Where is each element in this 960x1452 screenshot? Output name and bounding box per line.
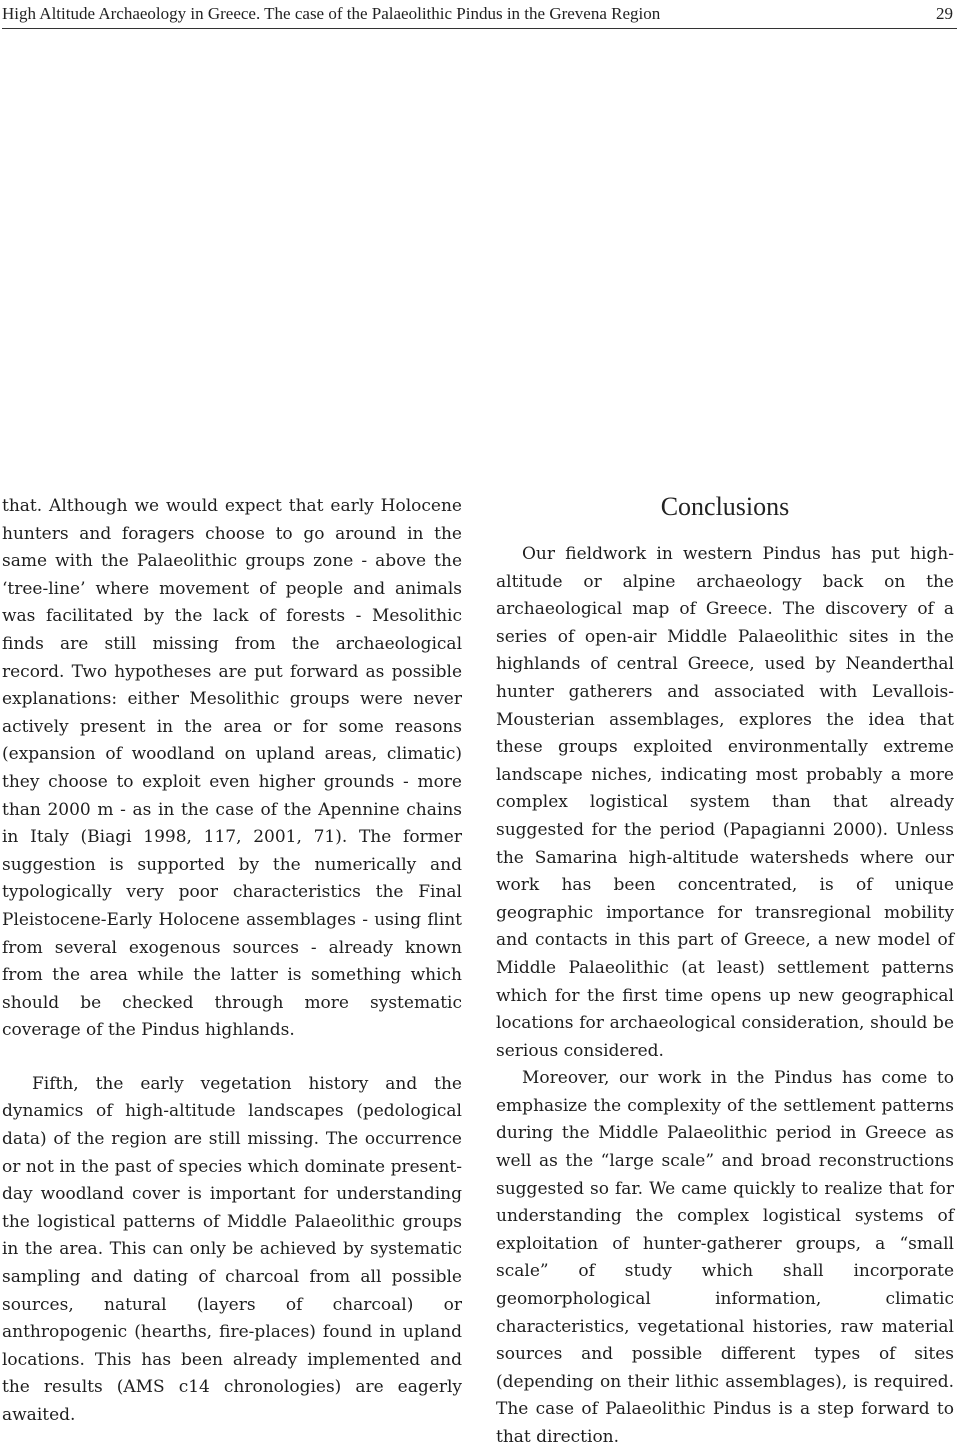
body-paragraph: Fifth, the early vegetation history and the dynamics of high-altitude landscapes (pedological data) of the region are still missing. The occurrence or not in the past of species which dominate present-day woodland cover is important for understanding the logistical patterns of Middle Palaeolithic groups in the area. This can only be achieved by systematic sampling and dating of charcoal from all possible sources, natural (layers of charcoal) or anthropogenic (hearths, fire-places) found in upland locations. This has been already implemented and the results (AMS c14 chronologies) are eagerly awaited. xyxy=(2,1073,462,1425)
right-column xyxy=(496,493,954,1452)
running-title: High Altitude Archaeology in Greece. The case of the Palaeolithic Pindus in the Grevena Region xyxy=(2,4,661,23)
body-paragraph: Our fieldwork in western Pindus has put high-altitude or alpine archaeology back on the archaeological map of Greece. The discovery of a series of open-air Middle Palaeolithic sites in the highlands of central Greece, used by Neanderthal hunter gatherers and associated with Levallois-Mousterian assemblages, explores the idea that these groups exploited environmentally extreme landscape niches, indicating most probably a more complex logistical system than that already suggested for the period (Papagianni 2000). Unless the Samarina high-altitude watersheds where our work has been concentrated, is of unique geographic importance for transregional mobility and contacts in this part of Greece, a new model of Middle Palaeolithic (at least) settlement patterns which for the first time opens up new geographical locations for archaeological consideration, should be serious considered. xyxy=(496,544,954,1061)
section-heading-conclusions: Conclusions xyxy=(660,492,790,521)
running-header xyxy=(2,2,957,29)
left-column xyxy=(2,493,462,1430)
body-paragraph: Moreover, our work in the Pindus has come to emphasize the complexity of the settlement patterns during the Middle Palaeolithic period in Greece as well as the “large scale” and broad reconstructions suggested so far. We came quickly to realize that for understanding the complex logistical systems of exploitation of hunter-gatherer groups, a “small scale” of study which shall incorporate geomorphological information, climatic characteristics, vegetational histories, raw material sources and possible different types of sites (depending on their lithic assemblages), is required. The case of Palaeolithic Pindus is a step forward to that direction. xyxy=(496,1068,954,1447)
page-number: 29 xyxy=(936,4,953,23)
body-paragraph: that. Although we would expect that early Holocene hunters and foragers choose to go around in the same with the Palaeolithic groups zone - above the ‘tree-line’ where movement of people and animals was facilitated by the lack of forests - Mesolithic finds are still missing from the archaeological record. Two hypotheses are put forward as possible explanations: either Mesolithic groups were never actively present in the area or for some reasons (expansion of woodland on upland areas, climatic) they choose to exploit even higher grounds - more than 2000 m - as in the case of the Apennine chains in Italy (Biagi 1998, 117, 2001, 71). The former suggestion is supported by the numerically and typologically very poor characteristics the Final Pleistocene-Early Holocene assemblages - using flint from several exogenous sources - already known from the area while the latter is something which should be checked through more systematic coverage of the Pindus highlands. xyxy=(2,496,462,1041)
